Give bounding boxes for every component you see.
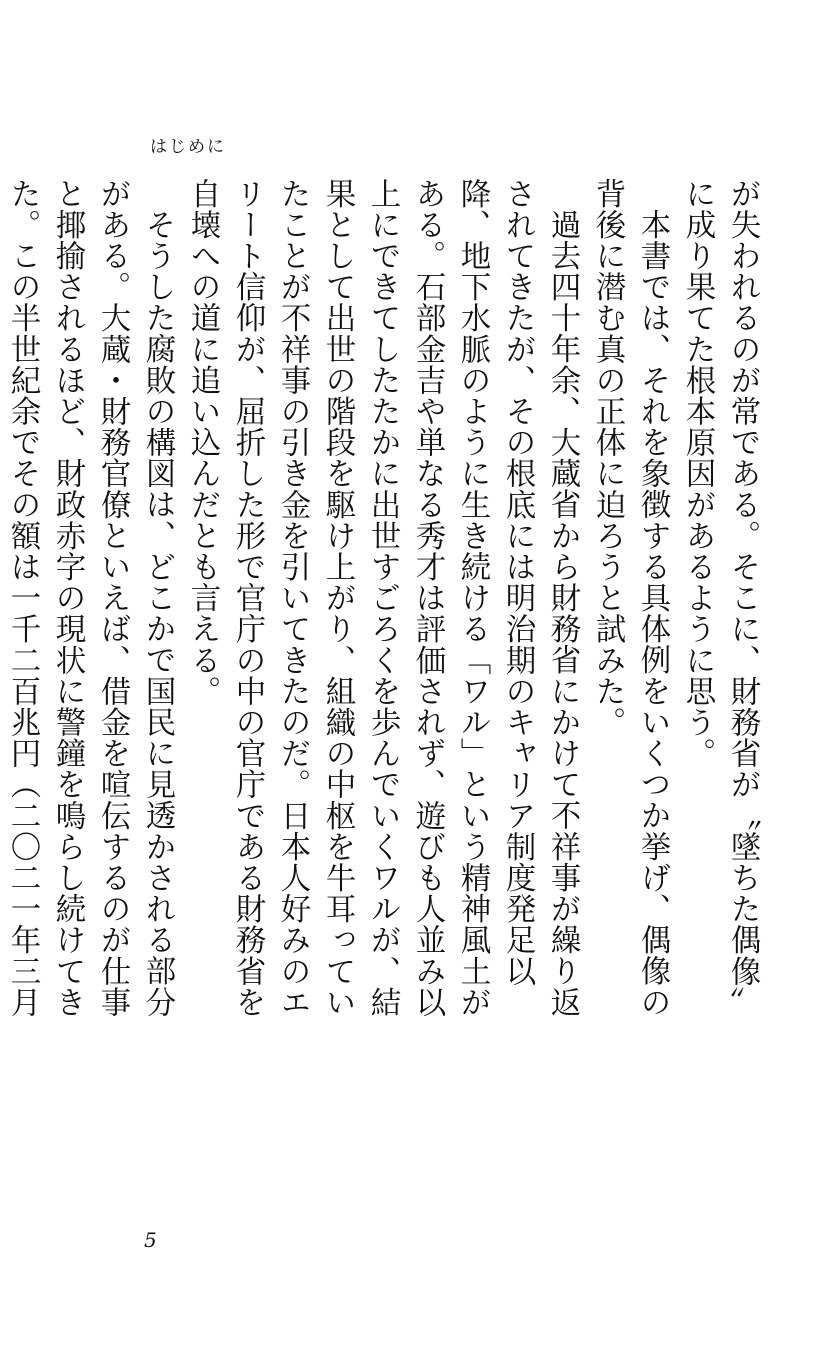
page-number: 5: [144, 1228, 157, 1252]
paragraph-4-text-before-ruby: そうした腐敗の構図は、どこかで国民に見透かされる部分がある。大蔵・財務官僚といえば、借金を喧伝するのが仕事と揶揄されるほど、財政赤字の現状に警鐘を鳴らし続けてきた。この半世紀余でその額は一千二百兆円（二〇二一年三月: [5, 178, 175, 1018]
running-head: はじめに: [150, 137, 226, 157]
paragraph-2: 本書では、それを象徴する具体例をいくつか挙げ、偶像の背後に潜む真の正体に迫ろうと試みた。: [590, 178, 670, 1018]
paragraph-1: が失われるのが常である。そこに、財務省が〝墜ちた偶像〟に成り果てた根本原因があるように思う。: [680, 178, 760, 1018]
paragraph-3: 過去四十年余、大蔵省から財務省にかけて不祥事が繰り返されてきたが、その根底には明治期のキャリア制度発足以降、地下水脈のように生き続ける「ワル」という精神風土がある。石部金吉や単なる秀才は評価されず、遊びも人並み以上にできてしたたかに出世すごろくを歩んでいくワルが、結果として出世の階段を駆け上がり、組織の中枢を牛耳っていたことが不祥事の引き金を引いてきたのだ。日本人好みのエリート信仰が、屈折した形で官庁の中の官庁である財務省を自壊への道に追い込んだとも言える。: [185, 178, 580, 1018]
paragraph-4: [0, 178, 180, 1028]
vertical-body-text: [5, 178, 765, 1028]
